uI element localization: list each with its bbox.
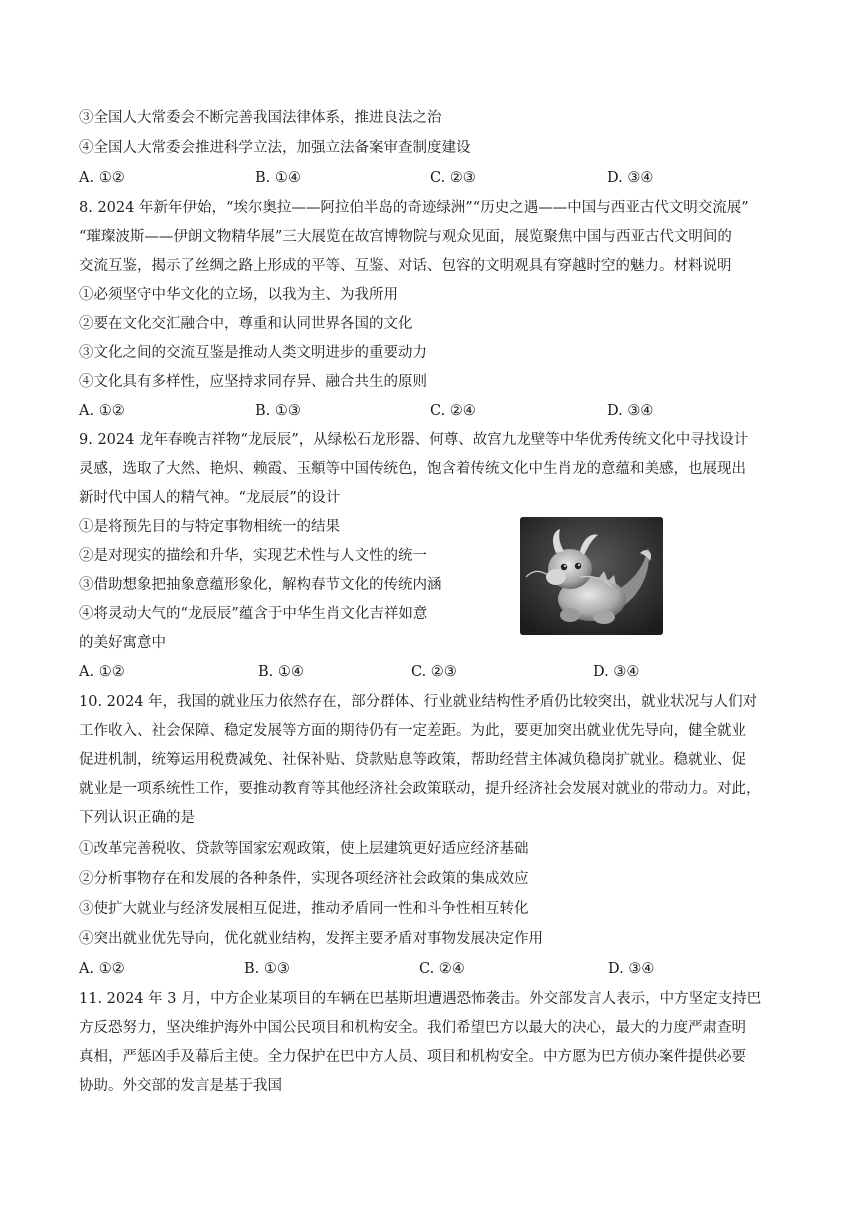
q10-statement-4: ④突出就业优先导向，优化就业结构，发挥主要矛盾对事物发展决定作用 (79, 931, 543, 947)
q9-statement-4: ④将灵动大气的“龙辰辰”蕴含于中华生肖文化吉祥如意 (79, 606, 428, 622)
q8-option-d[interactable]: D. ③④ (607, 403, 654, 419)
q7-option-b[interactable]: B. ①④ (255, 170, 301, 186)
q11-stem-line-1: 11. 2024 年 3 月，中方企业某项目的车辆在巴基斯坦遭遇恐怖袭击。外交部发言人表示，中方坚定支持巴 (79, 991, 762, 1007)
q7-statement-4: ④全国人大常委会推进科学立法，加强立法备案审查制度建设 (79, 140, 471, 156)
q9-statement-4-cont: 的美好寓意中 (79, 635, 166, 651)
q10-options (79, 959, 779, 979)
q9-stem-line-1: 9. 2024 龙年春晚吉祥物“龙辰辰”，从绿松石龙形器、何尊、故宫九龙壁等中华优秀传统文化中寻找设计 (79, 432, 749, 448)
q10-statement-3: ③使扩大就业与经济发展相互促进，推动矛盾同一性和斗争性相互转化 (79, 901, 529, 917)
q10-stem-line-2: 工作收入、社会保障、稳定发展等方面的期待仍有一定差距。为此，要更加突出就业优先导向，健全就业 (79, 723, 746, 739)
q7-option-a[interactable]: A. ①② (79, 170, 125, 186)
q7-options (79, 168, 779, 188)
q9-stem-line-2: 灵感，选取了大然、艳炽、赖霞、玉頫等中国传统色，饱含着传统文化中生肖龙的意蕴和美感，也展现出 (79, 461, 746, 477)
q10-stem-line-1: 10. 2024 年，我国的就业压力依然存在，部分群体、行业就业结构性矛盾仍比较突出，就业状况与人们对 (79, 694, 758, 710)
q9-option-c[interactable]: C. ②③ (411, 664, 457, 680)
q9-statement-1: ①是将预先目的与特定事物相统一的结果 (79, 519, 340, 535)
q8-statement-4: ④文化具有多样性，应坚持求同存异、融合共生的原则 (79, 374, 427, 390)
q10-stem-line-5: 下列认识正确的是 (79, 810, 195, 826)
q9-option-d[interactable]: D. ③④ (593, 664, 640, 680)
q8-stem-line-2: “璀璨波斯——伊朗文物精华展”三大展览在故宫博物院与观众见面，展览聚焦中国与西亚古代文明间的 (79, 229, 732, 245)
q11-stem-line-3: 真相，严惩凶手及幕后主使。全力保护在巴中方人员、项目和机构安全。中方愿为巴方侦办案件提供必要 (79, 1049, 746, 1065)
q9-statement-2: ②是对现实的描绘和升华，实现艺术性与人文性的统一 (79, 548, 427, 564)
q8-stem-line-3: 交流互鉴，揭示了丝绸之路上形成的平等、互鉴、对话、包容的文明观具有穿越时空的魅力。材料说明 (79, 258, 732, 274)
q8-statement-1: ①必须坚守中华文化的立场，以我为主、为我所用 (79, 287, 398, 303)
q10-statement-1: ①改革完善税收、贷款等国家宏观政策，使上层建筑更好适应经济基础 (79, 841, 529, 857)
q8-option-b[interactable]: B. ①③ (255, 403, 301, 419)
q10-stem-line-4: 就业是一项系统性工作，要推动教育等其他经济社会政策联动，提升经济社会发展对就业的带动力。对此， (79, 781, 761, 797)
q11-stem-line-4: 协助。外交部的发言是基于我国 (79, 1078, 282, 1094)
mascot-dragon-image (520, 517, 663, 635)
q9-option-b[interactable]: B. ①④ (258, 664, 304, 680)
q11-stem-line-2: 方反恐努力，坚决维护海外中国公民项目和机构安全。我们希望巴方以最大的决心，最大的力度严肃查明 (79, 1020, 746, 1036)
q9-option-a[interactable]: A. ①② (79, 664, 125, 680)
q10-option-b[interactable]: B. ①③ (244, 961, 290, 977)
q10-option-d[interactable]: D. ③④ (608, 961, 655, 977)
q10-stem-line-3: 促进机制，统筹运用税费减免、社保补贴、贷款贴息等政策，帮助经营主体减负稳岗扩就业。稳就业、促 (79, 752, 746, 768)
q10-option-a[interactable]: A. ①② (79, 961, 125, 977)
dragon-mascot-illustration (520, 517, 663, 635)
q9-statement-3: ③借助想象把抽象意蕴形象化，解构春节文化的传统内涵 (79, 577, 442, 593)
q10-statement-2: ②分析事物存在和发展的各种条件，实现各项经济社会政策的集成效应 (79, 871, 529, 887)
q8-option-a[interactable]: A. ①② (79, 403, 125, 419)
q8-stem-line-1: 8. 2024 年新年伊始，“埃尔奥拉——阿拉伯半岛的奇迹绿洲”“历史之遇——中国与西亚古代文明交流展” (79, 200, 749, 216)
q7-option-c[interactable]: C. ②③ (430, 170, 476, 186)
q8-statement-3: ③文化之间的交流互鉴是推动人类文明进步的重要动力 (79, 345, 427, 361)
q10-option-c[interactable]: C. ②④ (419, 961, 465, 977)
q9-options (79, 662, 779, 682)
q7-statement-3: ③全国人大常委会不断完善我国法律体系，推进良法之治 (79, 110, 442, 126)
q8-option-c[interactable]: C. ②④ (430, 403, 476, 419)
q9-stem-line-3: 新时代中国人的精气神。“龙辰辰”的设计 (79, 490, 341, 506)
q8-options (79, 401, 779, 421)
q7-option-d[interactable]: D. ③④ (607, 170, 654, 186)
q8-statement-2: ②要在文化交汇融合中，尊重和认同世界各国的文化 (79, 316, 413, 332)
